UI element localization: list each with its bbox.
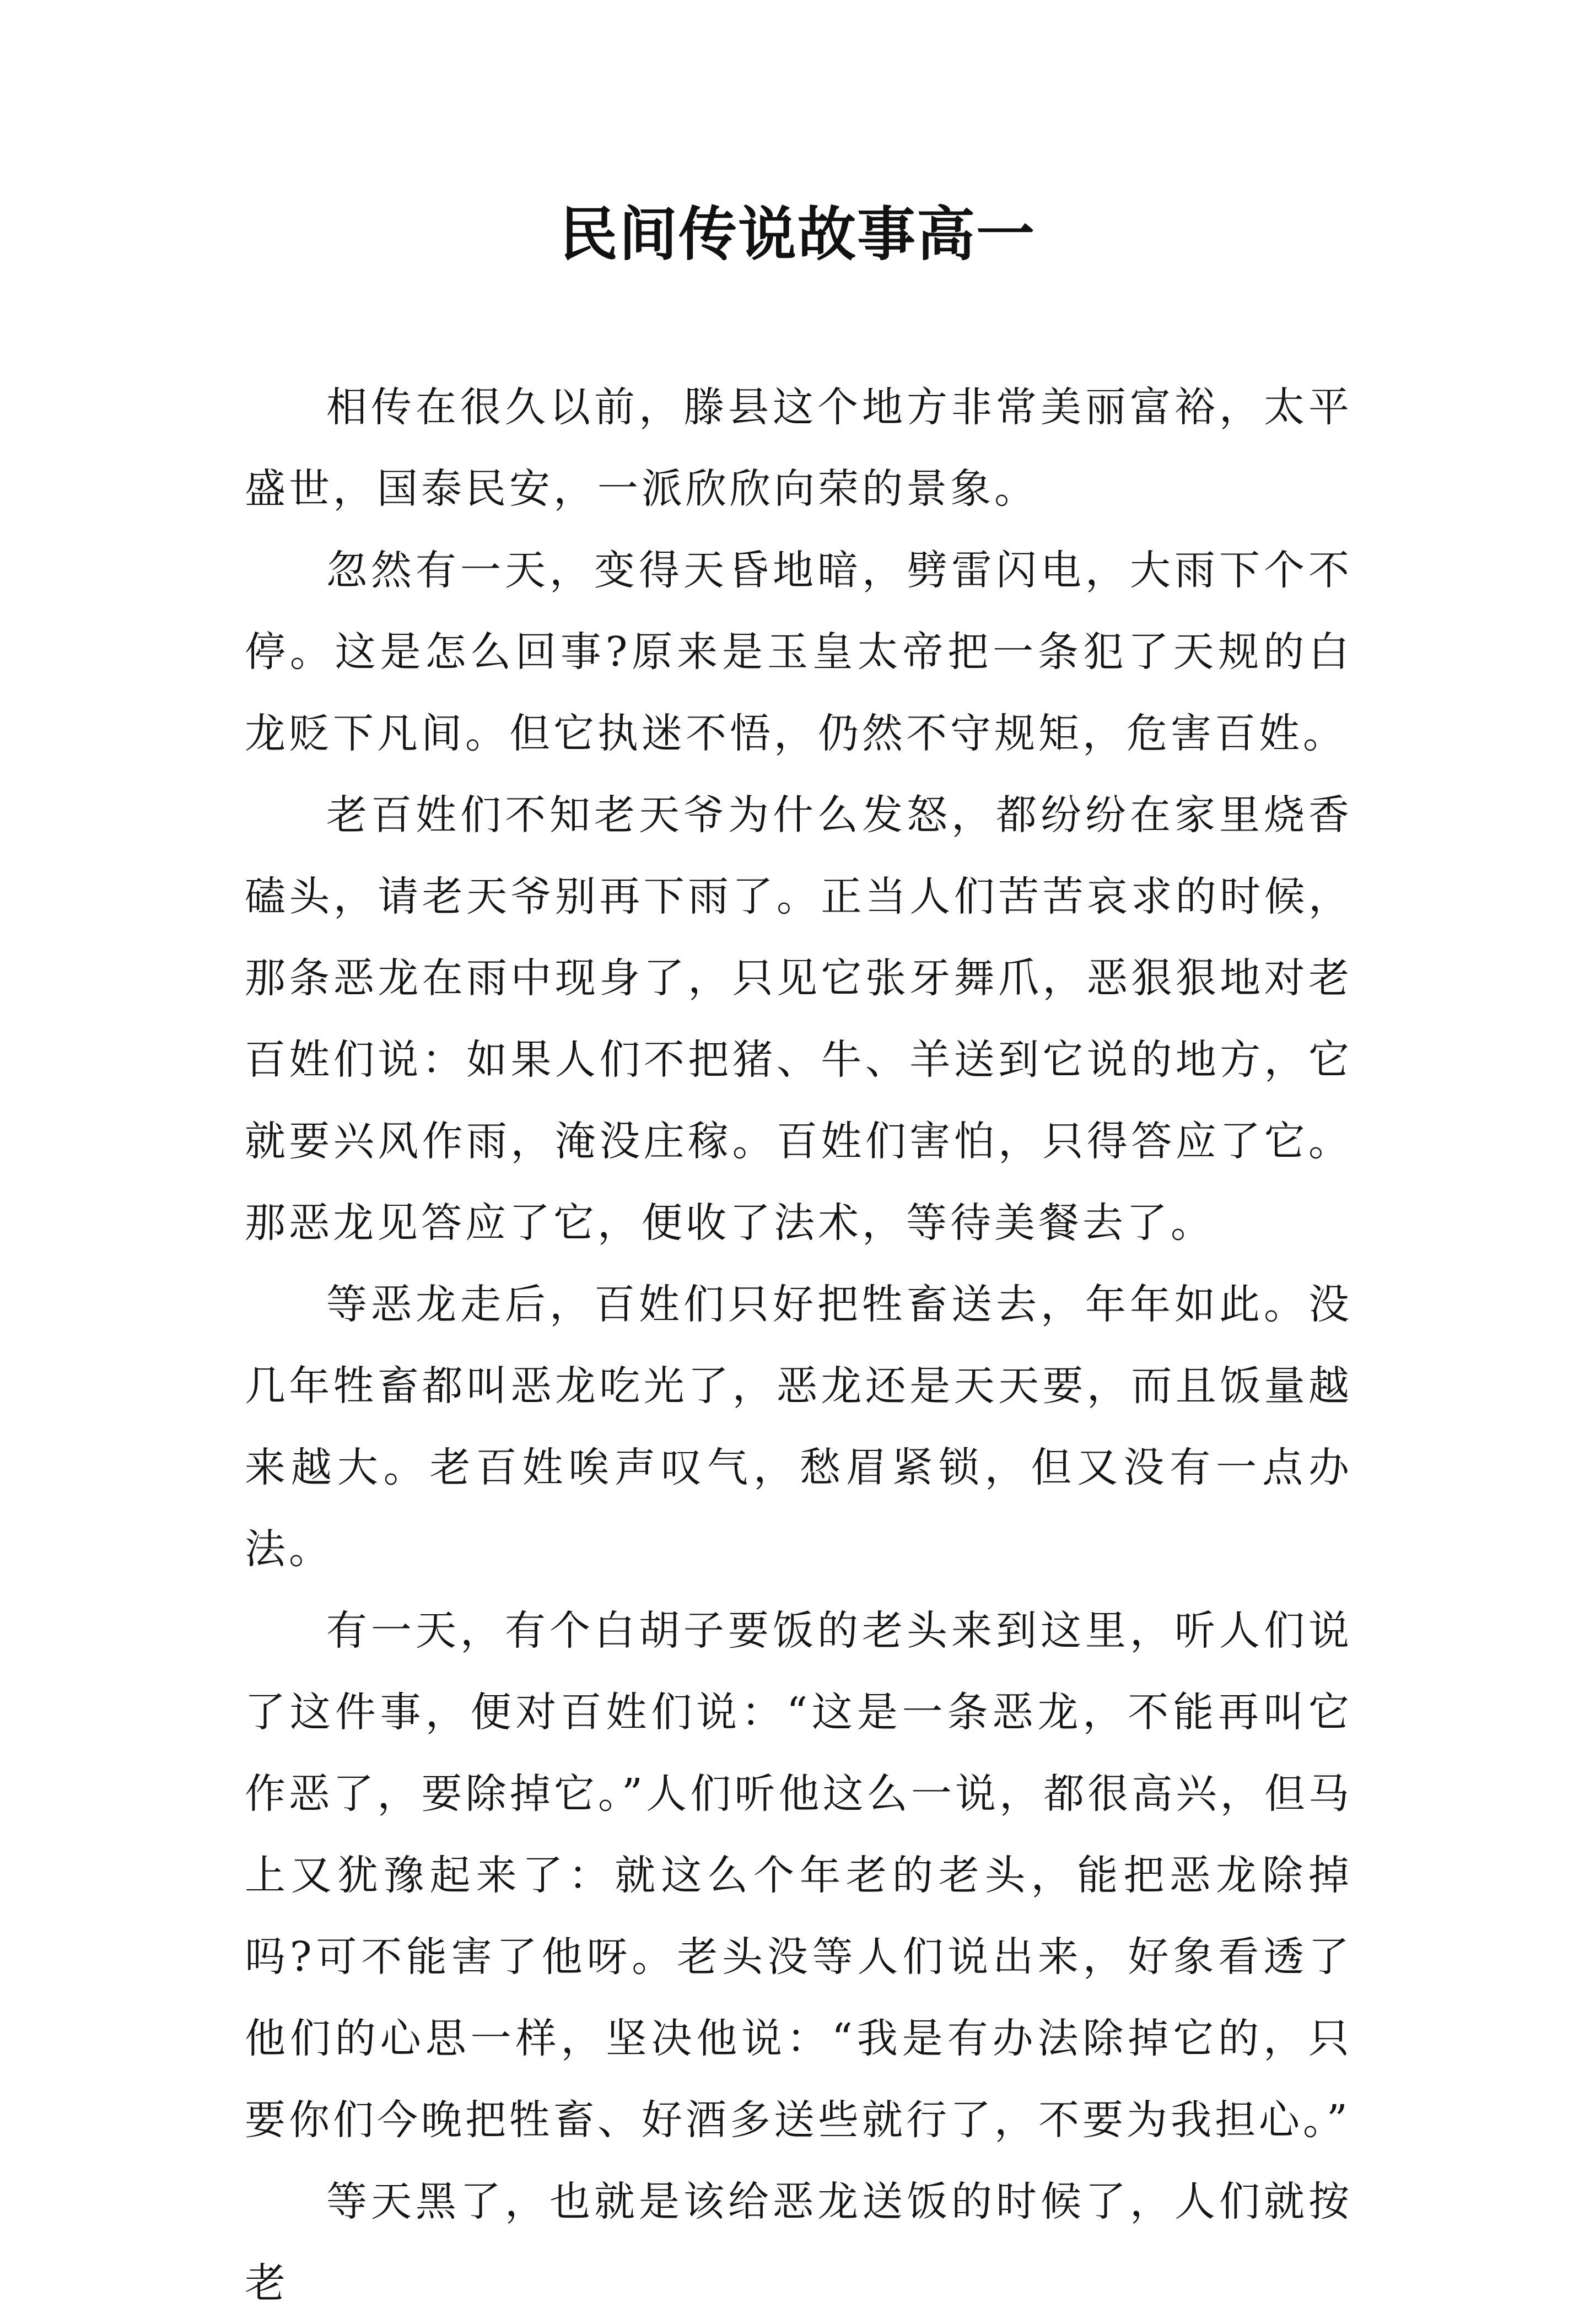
- paragraph: 忽然有一天，变得天昏地暗，劈雷闪电，大雨下个不停。这是怎么回事?原来是玉皇太帝把一条犯了天规的白龙贬下凡间。但它执迷不悟，仍然不守规矩，危害百姓。: [245, 547, 1352, 757]
- paragraph: 等恶龙走后，百姓们只好把牲畜送去，年年如此。没几年牲畜都叫恶龙吃光了，恶龙还是天天要，而且饭量越来越大。老百姓唉声叹气，愁眉紧锁，但又没有一点办法。: [245, 1281, 1352, 1573]
- document-body: [245, 366, 1352, 2324]
- paragraph: 有一天，有个白胡子要饭的老头来到这里，听人们说了这件事，便对百姓们说：“这是一条恶龙，不能再叫它作恶了，要除掉它。”人们听他这么一说，都很高兴，但马上又犹豫起来了：就这么个年老的老头，能把恶龙除掉吗?可不能害了他呀。老头没等人们说出来，好象看透了他们的心思一样，坚决他说：“我是有办法除掉它的，只要你们今晚把牲畜、好酒多送些就行了，不要为我担心。”: [245, 1607, 1352, 2144]
- document-title: 民间传说故事高一: [559, 199, 1036, 268]
- paragraph: 老百姓们不知老天爷为什么发怒，都纷纷在家里烧香磕头，请老天爷别再下雨了。正当人们苦苦哀求的时候，那条恶龙在雨中现身了，只见它张牙舞爪，恶狠狠地对老百姓们说：如果人们不把猪、牛、羊送到它说的地方，它就要兴风作雨，淹没庄稼。百姓们害怕，只得答应了它。那恶龙见答应了它，便收了法术，等待美餐去了。: [245, 791, 1352, 1247]
- paragraph: 相传在很久以前，滕县这个地方非常美丽富裕，太平盛世，国泰民安，一派欣欣向荣的景象。: [245, 384, 1352, 513]
- paragraph: 等天黑了，也就是该给恶龙送饭的时候了，人们就按老: [245, 2178, 1352, 2307]
